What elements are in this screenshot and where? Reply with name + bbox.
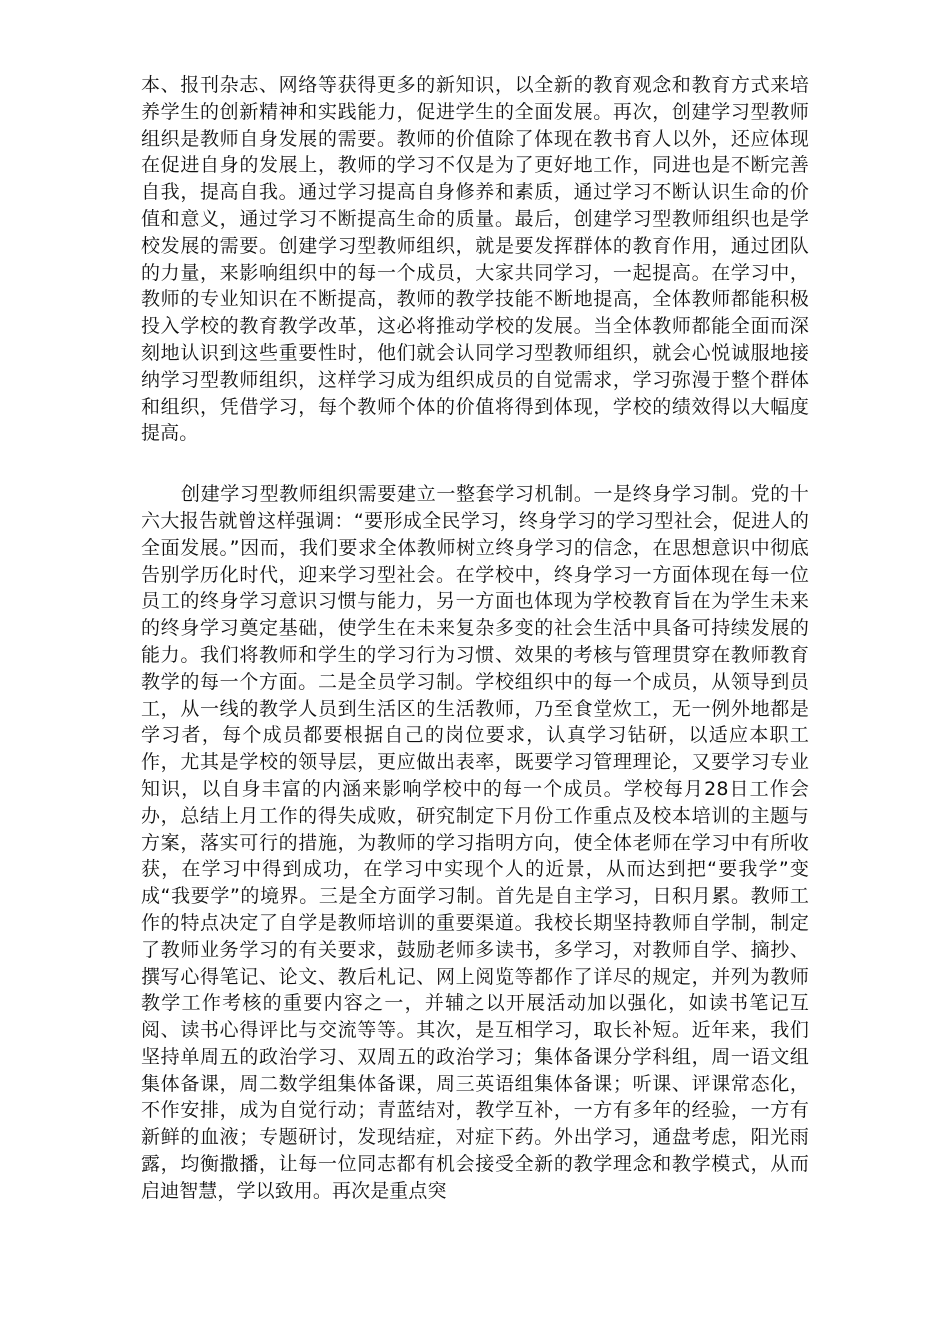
document-page	[141, 72, 809, 1205]
body-paragraph-2: 创建学习型教师组织需要建立一整套学习机制。一是终身学习制。党的十六大报告就曾这样强调：“要形成全民学习，终身学习的学习型社会，促进人的全面发展。”因而，我们要求全体教师树立终身学习的信念，在思想意识中彻底告别学历化时代，迎来学习型社会。在学校中，终身学习一方面体现在每一位员工的终身学习意识习惯与能力，另一方面也体现为学校教育旨在为学生未来的终身学习奠定基础，使学生在未来复杂多变的社会生活中具备可持续发展的能力。我们将教师和学生的学习行为习惯、效果的考核与管理贯穿在教师教育教学的每一个方面。二是全员学习制。学校组织中的每一个成员，从领导到员工，从一线的教学人员到生活区的生活教师，乃至食堂炊工，无一例外地都是学习者，每个成员都要根据自己的岗位要求，认真学习钻研，以适应本职工作，尤其是学校的领导层，更应做出表率，既要学习管理理论，又要学习专业知识，以自身丰富的内涵来影响学校中的每一个成员。学校每月28日工作会办，总结上月工作的得失成败，研究制定下月份工作重点及校本培训的主题与方案，落实可行的措施，为教师的学习指明方向，使全体老师在学习中有所收获，在学习中得到成功，在学习中实现个人的近景，从而达到把“要我学”变成“我要学”的境界。三是全方面学习制。首先是自主学习，日积月累。教师工作的特点决定了自学是教师培训的重要渠道。我校长期坚持教师自学制，制定了教师业务学习的有关要求，鼓励老师多读书，多学习，对教师自学、摘抄、撰写心得笔记、论文、教后札记、网上阅览等都作了详尽的规定，并列为教师教学工作考核的重要内容之一，并辅之以开展活动加以强化，如读书笔记互阅、读书心得评比与交流等等。其次，是互相学习，取长补短。近年来，我们坚持单周五的政治学习、双周五的政治学习；集体备课分学科组，周一语文组集体备课，周二数学组集体备课，周三英语组集体备课；听课、评课常态化，不作安排，成为自觉行动；青蓝结对，教学互补，一方有多年的经验，一方有新鲜的血液；专题研讨，发现结症，对症下药。外出学习，通盘考虑，阳光雨露，均衡撒播，让每一位同志都有机会接受全新的教学理念和教学模式，从而启迪智慧，学以致用。再次是重点突	[141, 483, 809, 1202]
body-paragraph-1: 本、报刊杂志、网络等获得更多的新知识，以全新的教育观念和教育方式来培养学生的创新精神和实践能力，促进学生的全面发展。再次，创建学习型教师组织是教师自身发展的需要。教师的价值除了体现在教书育人以外，还应体现在促进自身的发展上，教师的学习不仅是为了更好地工作，同进也是不断完善自我，提高自我。通过学习提高自身修养和素质，通过学习不断认识生命的价值和意义，通过学习不断提高生命的质量。最后，创建学习型教师组织也是学校发展的需要。创建学习型教师组织，就是要发挥群体的教育作用，通过团队的力量，来影响组织中的每一个成员，大家共同学习，一起提高。在学习中，教师的专业知识在不断提高，教师的教学技能不断地提高，全体教师都能积极投入学校的教育教学改革，这必将推动学校的发展。当全体教师都能全面而深刻地认识到这些重要性时，他们就会认同学习型教师组织，就会心悦诚服地接纳学习型教师组织，这样学习成为组织成员的自觉需求，学习弥漫于整个群体和组织，凭借学习，每个教师个体的价值将得到体现，学校的绩效得以大幅度提高。	[141, 74, 809, 445]
